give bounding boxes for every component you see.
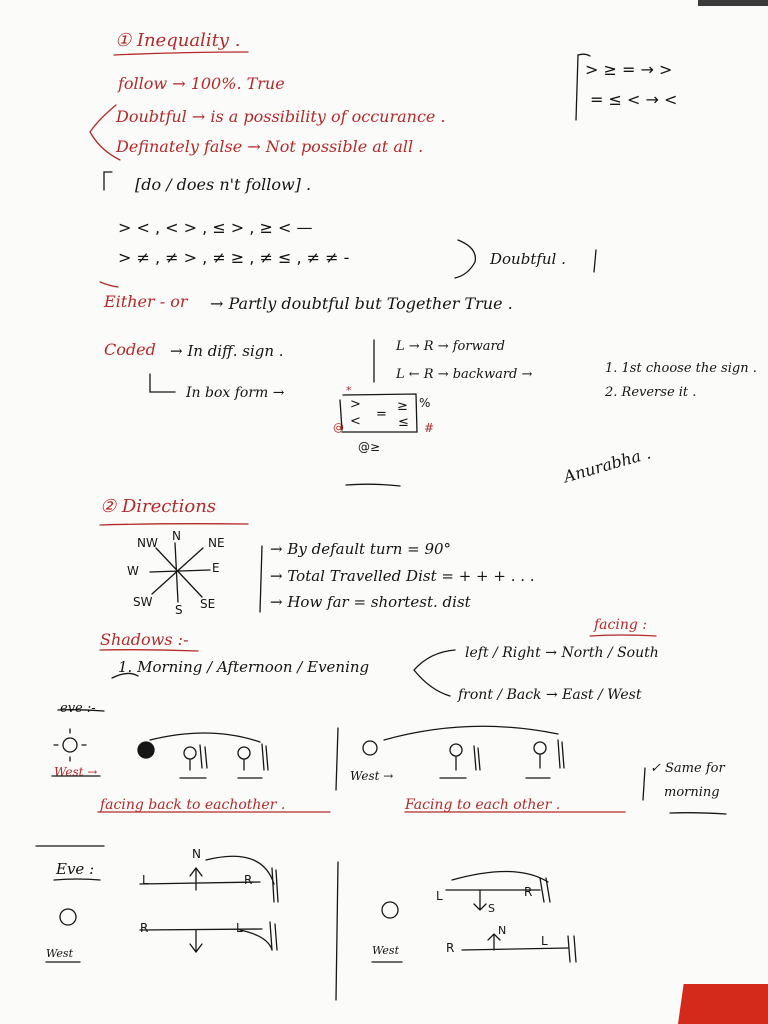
box-circle-at: @ — [333, 421, 344, 434]
facing-back-caption: facing back to eachother . — [100, 797, 286, 813]
directions-title: ② Directions — [100, 496, 217, 517]
default-turn: → By default turn = 90° — [270, 540, 452, 558]
diagram4-s: S — [488, 902, 495, 915]
definitely-false-line: Definately false → Not possible at all . — [116, 137, 424, 156]
shadows-title: Shadows :- — [100, 630, 189, 649]
same-for-note: ✓ Same for — [650, 761, 725, 776]
facing-underline — [590, 635, 656, 636]
west-label-2: West → — [350, 769, 394, 783]
follow-line: follow → 100%. True — [118, 74, 285, 93]
either-or-label: Either - or — [104, 292, 188, 311]
divider-v-1 — [336, 728, 338, 790]
total-distance: → Total Travelled Dist = + + + . . . — [270, 567, 535, 585]
diagram4-r-top: R — [524, 885, 533, 899]
arrow-up-4 — [488, 934, 500, 950]
step-2: 2. Reverse it . — [605, 385, 697, 400]
box-arrow-l — [150, 374, 175, 392]
sign-negations-row: > ≠ , ≠ > , ≠ ≥ , ≠ ≤ , ≠ ≠ - — [118, 248, 350, 267]
times-dash — [112, 673, 138, 678]
facing-note: facing : — [594, 617, 647, 633]
shadow-4 — [474, 746, 480, 770]
diagram4-l: L — [436, 889, 443, 903]
diagram4-r-bottom: R — [446, 941, 455, 955]
facing-to-caption: Facing to each other . — [405, 797, 561, 813]
side-bracket-left — [576, 55, 578, 120]
diagram4-n: N — [498, 924, 507, 937]
morning-note: morning — [664, 785, 720, 800]
arc-3b — [240, 930, 272, 950]
side-note-bottom: = ≤ < → < — [590, 90, 678, 109]
eve2-label: Eve : — [56, 860, 95, 878]
line-3-bottom — [140, 929, 262, 930]
doubtful-tag: Doubtful . — [490, 250, 566, 268]
lr-backward: L ← R → backward → — [396, 367, 533, 382]
person-5-head — [534, 742, 546, 754]
compass-n: N — [172, 529, 181, 543]
person-4-head — [450, 744, 462, 756]
same-for-bracket — [643, 768, 645, 800]
person-2-head — [184, 747, 196, 759]
box-form-label: In box form → — [186, 385, 285, 401]
west-label-1: West → — [54, 765, 98, 779]
either-or-text: → Partly doubtful but Together True . — [210, 294, 513, 313]
shadow-2 — [200, 745, 207, 768]
sun-1 — [63, 738, 77, 752]
do-does-line: [do / does n't follow] . — [135, 175, 312, 194]
bracket-red — [90, 105, 120, 160]
box-star: * — [346, 384, 352, 397]
box-underline — [346, 484, 400, 486]
shadow-3b — [270, 922, 277, 950]
shadows-underline — [100, 650, 198, 651]
sun-1-rays — [54, 729, 86, 761]
box-cell-le: ≤ — [398, 415, 409, 430]
front-back-rule: front / Back → East / West — [458, 687, 642, 703]
shadow-3a — [272, 868, 278, 902]
doubtful-line: Doubtful → is a possibility of occurance . — [116, 107, 446, 126]
west-label-3: West — [46, 947, 73, 960]
arc-3 — [206, 856, 274, 887]
doubtful-brace — [455, 240, 475, 278]
morning-underline — [670, 813, 726, 814]
west-label-4: West — [372, 944, 399, 957]
side-bracket-top — [578, 54, 590, 56]
box-percent: % — [419, 396, 431, 410]
diagram3-r-top: R — [244, 873, 253, 887]
sun-4 — [382, 902, 398, 918]
diagram3-l: L — [142, 873, 149, 887]
arrow-down-4 — [474, 890, 486, 910]
lr-forward: L → R → forward — [396, 339, 506, 354]
box-cell-ge: ≥ — [397, 399, 408, 414]
compass-w: W — [127, 564, 139, 578]
doubtful-bar — [594, 250, 596, 272]
side-note-top: > ≥ = → > — [585, 60, 673, 79]
inequality-title: ① Inequality . — [115, 30, 241, 51]
box-cell-lt: < — [350, 414, 361, 429]
do-bracket — [104, 172, 112, 190]
compass-sw: SW — [133, 595, 153, 609]
compass-nw: NW — [137, 536, 158, 550]
person-1-head — [138, 742, 154, 758]
how-far: → How far = shortest. dist — [270, 593, 471, 611]
shadow-5 — [558, 740, 564, 768]
line-3-top — [140, 882, 260, 884]
person-3-head — [238, 747, 250, 759]
inequality-title-underline — [114, 52, 248, 55]
arc-4 — [452, 871, 548, 882]
diagram3-n: N — [192, 847, 201, 861]
line-4-bottom — [462, 948, 568, 950]
compass-s: S — [175, 603, 183, 617]
diagram3-r-bottom: R — [140, 921, 149, 935]
eve-label: eve :- — [60, 701, 96, 716]
eve-underline — [58, 710, 104, 711]
box-outline — [340, 394, 417, 432]
diagram4-l-bottom: L — [541, 934, 548, 948]
step-1: 1. 1st choose the sign . — [605, 361, 757, 376]
either-dash — [100, 282, 118, 287]
sign-pairs-row: > < , < > , ≤ > , ≥ < — — [118, 218, 313, 237]
box-cell-eq: = — [376, 407, 387, 422]
box-hash: # — [424, 421, 435, 435]
directions-bracket — [260, 546, 262, 612]
sun-3 — [60, 909, 76, 925]
divider-v-2 — [336, 862, 338, 1000]
arrow-down-3 — [190, 930, 202, 952]
eve2-underline — [54, 879, 100, 880]
times-of-day: 1. Morning / Afternoon / Evening — [118, 658, 370, 676]
compass-ne: NE — [208, 536, 225, 550]
shadows-fork — [414, 650, 455, 696]
box-below: @≥ — [358, 440, 381, 454]
box-cell-gt: > — [350, 397, 361, 412]
signature: Anurabha . — [561, 443, 653, 487]
left-right-rule: left / Right → North / South — [465, 645, 659, 661]
coded-text: → In diff. sign . — [170, 342, 284, 360]
compass-lines — [150, 543, 210, 602]
diagram3-l-bottom: L — [236, 921, 243, 935]
shadow-3 — [262, 744, 268, 770]
arc-2 — [384, 726, 558, 740]
directions-underline — [100, 524, 248, 525]
arc-1 — [150, 733, 260, 742]
compass-e: E — [212, 561, 220, 575]
sun-2 — [363, 741, 377, 755]
coded-label: Coded — [104, 340, 156, 359]
shadow-4b — [568, 936, 576, 962]
compass-se: SE — [200, 597, 216, 611]
arrow-up-3 — [190, 868, 202, 890]
